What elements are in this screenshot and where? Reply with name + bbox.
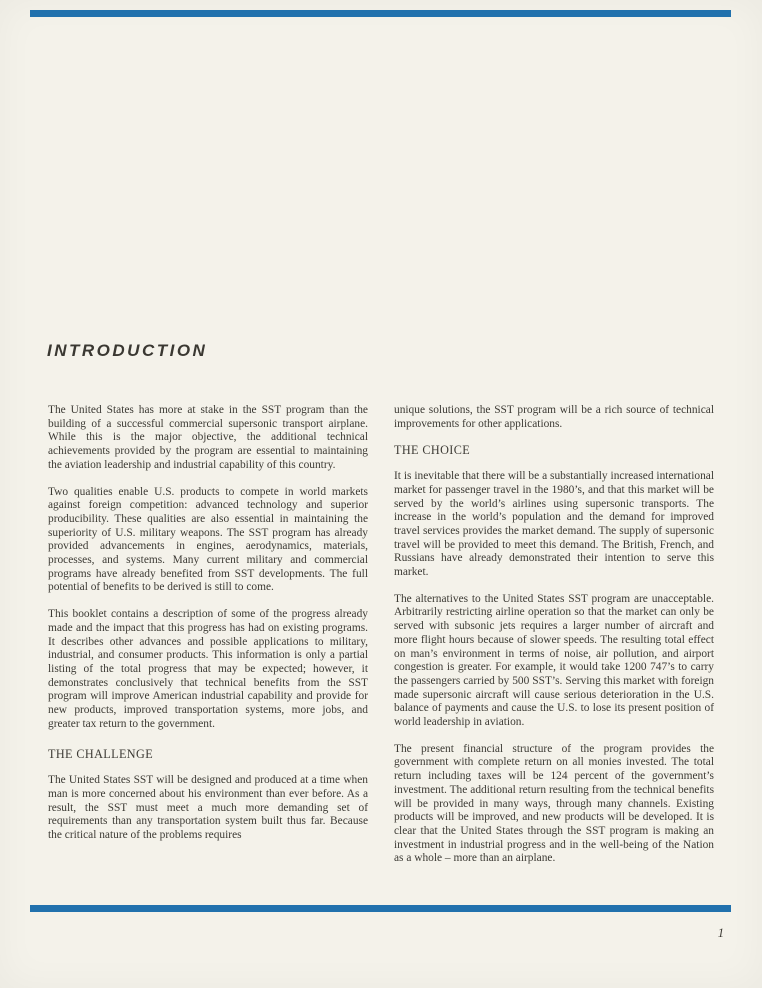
paragraph: It is inevitable that there will be a substantially increased international market for passenger travel in the 1980’s, and that this market will be served by the world’s airlines using supersonic transports. The increase in the world’s population and the demand for improved travel services provides the market demand. The supply of supersonic travel will be provided to meet this demand. The British, French, and Russians have already demonstrated their intention to serve this market. (394, 470, 714, 579)
paragraph: Two qualities enable U.S. products to compete in world markets against foreign competition: advanced technology and superior producibility. These qualities are also essential in maintaining the superiority of U.S. military weapons. The SST program has already provided advancements in engines, aerodynamics, materials, processes, and systems. Many current military and commercial programs have already benefited from SST developments. The full potential of benefits to be derived is still to come. (48, 485, 368, 594)
paragraph: The United States SST will be designed and produced at a time when man is more concerned about his environment than ever before. As a result, the SST must meet a much more demanding set of requirements than any transportation system built thus far. Because the critical nature of the problems requires (48, 774, 368, 841)
section-heading-challenge: THE CHALLENGE (48, 747, 154, 762)
page-number: 1 (717, 926, 724, 940)
paragraph: The alternatives to the United States SST program are unacceptable. Arbitrarily restricting airline operation so that the market can only be served with subsonic jets requires a larger number of aircraft and more flight hours because of slower speeds. The resulting total effect on man’s environment in terms of noise, air pollution, and airport congestion is greater. For example, it would take 1200 747’s to carry the passengers carried by 500 SST’s. Serving this market with foreign made supersonic aircraft will cause serious deterioration in the U.S. balance of payments and cause the U.S. to lose its present position of world leadership in aviation. (394, 592, 714, 729)
right-column (394, 404, 714, 879)
bottom-rule (30, 905, 731, 912)
top-rule (30, 10, 731, 17)
paragraph: This booklet contains a description of some of the progress already made and the impact that this progress has had on existing programs. It describes other advances and possible applications to military, industrial, and consumer products. This information is only a partial listing of the total progress that may be expected; however, it demonstrates conclusively that technical benefits from the SST program will improve American industrial capability and provide for new products, improved transportation systems, more jobs, and greater tax return to the government. (48, 608, 368, 730)
paragraph: The present financial structure of the program provides the government with complete return on all monies invested. The total return including taxes will be 124 percent of the government’s investment. The additional return resulting from the technical benefits will be provided in many ways, through many channels. Existing products will be improved, and new products will be developed. It is clear that the United States through the SST program is making an investment in industrial progress and in the well-being of the Nation as a whole – more than an airplane. (394, 742, 714, 865)
section-heading-choice: THE CHOICE (394, 443, 471, 458)
paragraph: unique solutions, the SST program will be a rich source of technical improvements for other applications. (394, 404, 714, 430)
paragraph: The United States has more at stake in the SST program than the building of a successful commercial supersonic transport airplane. While this is the major objective, the additional technical achievements provided by the program are essential to maintaining the aviation leadership and industrial capability of this country. (48, 404, 368, 471)
page-title: INTRODUCTION (47, 341, 208, 360)
left-column (48, 404, 368, 879)
text-columns (48, 404, 714, 879)
